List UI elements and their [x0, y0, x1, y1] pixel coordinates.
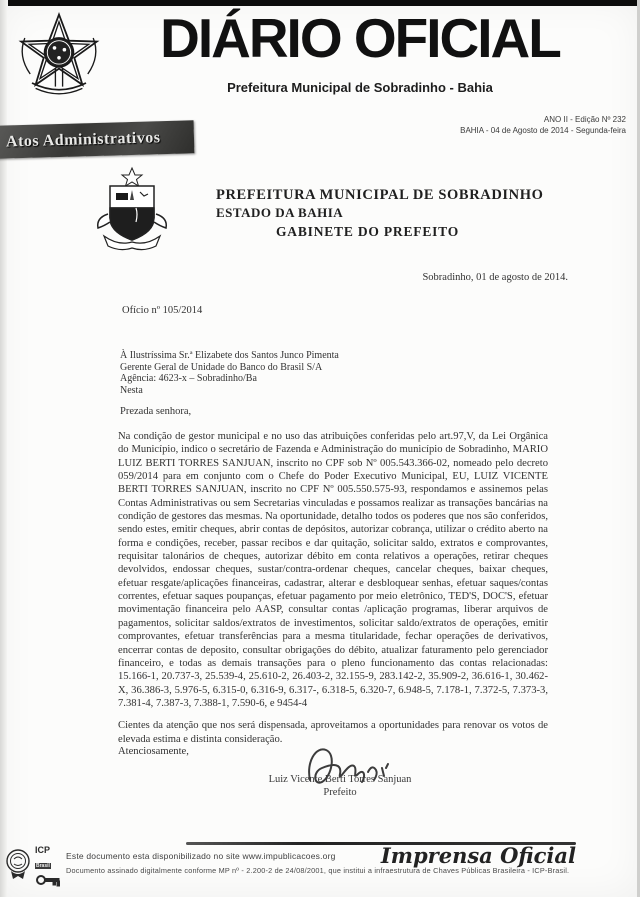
municipal-coat-of-arms-icon [92, 166, 172, 254]
gazette-title: DIÁRIO OFICIAL [160, 7, 560, 69]
addressee-line: À Ilustríssima Sr.ª Elizabete dos Santos Junco Pimenta [120, 350, 339, 361]
letter-body-container [118, 430, 548, 757]
edition-line2: BAHIA - 04 de Agosto de 2014 - Segunda-feira [460, 126, 626, 135]
addressee-block [120, 350, 339, 396]
icp-brasil-logo [35, 846, 65, 886]
signature-title: Prefeito [323, 787, 357, 798]
key-icon [35, 872, 61, 888]
dateline: Sobradinho, 01 de agosto de 2014. [422, 272, 568, 283]
footer-seal-icon [3, 847, 33, 885]
signature-name: Luiz Vicente Berti Torres Sanjuan [268, 774, 412, 785]
edition-line1: ANO II - Edição Nº 232 [543, 115, 626, 124]
reference-number: Ofício nº 105/2014 [122, 305, 203, 316]
letterhead-line3: GABINETE DO PREFEITO [276, 224, 460, 239]
imprensa-oficial-brand: Imprensa Oficial [380, 843, 576, 868]
footer-availability-note: Este documento esta disponibilizado no site www.impublicacoes.org [66, 851, 336, 861]
section-banner-label: Atos Administrativos [5, 128, 161, 150]
icp-logo-text: ICP [35, 845, 51, 855]
icp-logo-subtext: Brasil [36, 863, 50, 869]
addressee-line: Gerente Geral de Unidade do Banco do Brasil S/A [120, 361, 323, 373]
addressee-line: Nesta [120, 384, 143, 396]
letterhead-line2: ESTADO DA BAHIA [216, 205, 344, 220]
letter-body: Na condição de gestor municipal e no uso das atribuições conferidas pelo art.97,V, da Lei Orgânica do Município, indico o secretário de Fazenda e Administração do município de Sobradinho, MARIO LUIZ BERTI TORRES SANJUAN, inscrito no CPF sob Nº 005.543.366-02, nomeado pelo decreto 059/2014 para em conjunto com o Chefe do Poder Executivo Municipal, EU, LUIZ VICENTE BERTI TORRES SANJUAN, inscrito no CPF Nº 005.550.575-93, respondamos e assinemos pelas Contas Administrativas ou sem Secretarias vinculadas e possamos realizar as transações bancárias na condição de gestores das mesmas. Na oportunidade, detalho todos os poderes que nos são conferidos, sendo estes, emitir cheques, abrir contas de depósitos, autorizar cobrança, utilizar o crédito aberto na forma e condições, receber, passar recibos e dar quitação, solicitar saldo, extratos e comprovantes, requisitar talonários de cheques, autorizar débito em conta relativos a operações, retirar cheques devolvidos, endossar cheques, sustar/contra-ordenar cheques, cancelar cheques, baixar cheques, efetuar resgate/aplicações financeiras, cadastrar, alterar e desbloquear senhas, efetuar saques/contas correntes, efetuar saques poupanças, efetuar pagamento por meio eletrônico, TED'S, DOC'S, efetuar movimentação financeira pelo AASP, consultar contas /aplicação programas, liberar arquivos de pagamentos, solicitar saldos/extratos de investimentos, solicitar saldo/extratos de operações, emitir comprovantes, efetuar transferências para a mesma titularidade, fechar operações de derivativos, encerrar contas de deposito, consultar obrigações do débito, atualizar faturamento pelo gerenciador financeiro, e todas as demais transações para o pleno funcionamento das contas relacionadas: 15.166-1, 20.737-3, 25.539-4, 25.610-2, 26.403-2, 32.155-9, 283.142-2, 35.909-2, 36.616-1, 30.462-X, 36.386-3, 5.976-5, 6.315-0, 6.316-9, 6.317-, 6.318-5, 6.320-7, 6.948-5, 7.178-1, 7.372-5, 7.373-3, 7.381-4, 7.387-3, 7.388-1, 7.590-6, e 9454-4 [118, 431, 548, 709]
national-coat-of-arms-icon [14, 7, 104, 105]
edition-info [460, 114, 626, 136]
section-banner [0, 120, 194, 159]
gazette-subtitle: Prefeitura Municipal de Sobradinho - Bahia [227, 80, 493, 95]
valediction: Atenciosamente, [118, 745, 189, 757]
salutation: Prezada senhora, [120, 406, 192, 417]
letter-closing: Cientes da atenção que nos será dispensada, aproveitamos a oportunidades para renovar os votos de elevada estima e distinta consideração. [118, 720, 548, 745]
addressee-line: Agência: 4623-x – Sobradinho/Ba [120, 373, 257, 384]
letterhead-line1: PREFEITURA MUNICIPAL DE SOBRADINHO [216, 187, 544, 203]
letterhead [216, 187, 543, 240]
footer-legal-note: Documento assinado digitalmente conforme MP nº - 2.200-2 de 24/08/2001, que institui a infraestrutura de Chaves Públicas Brasileira - ICP-Brasil. [66, 866, 570, 875]
